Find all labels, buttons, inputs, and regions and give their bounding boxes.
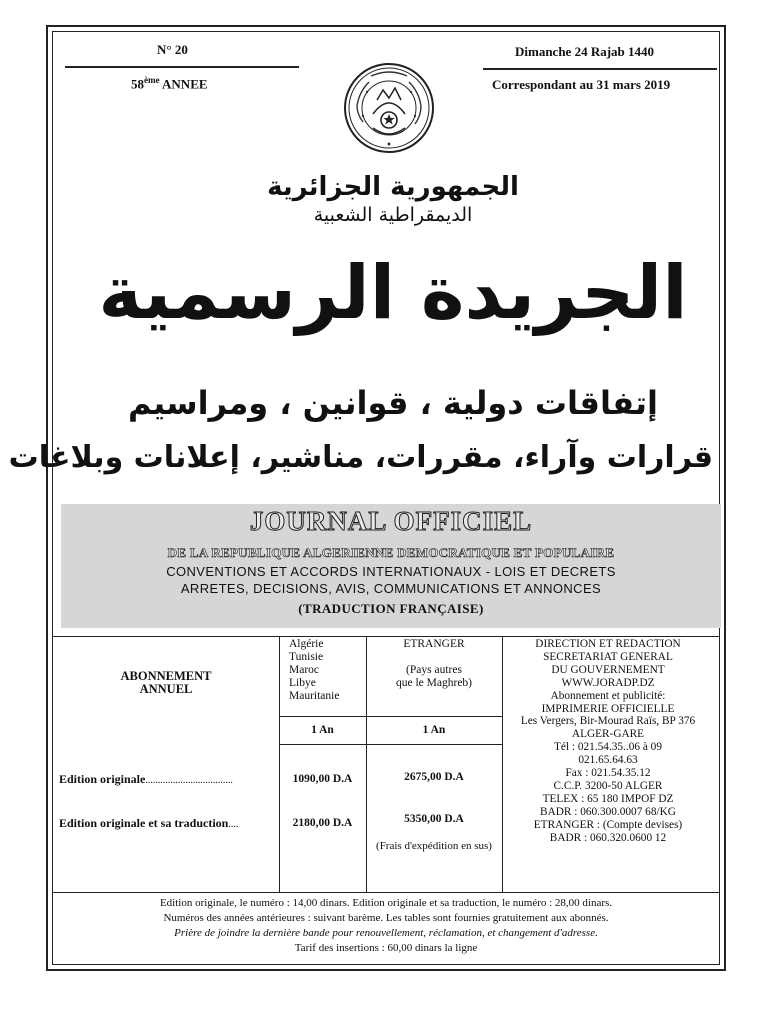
row1-dots: ................................... [145, 775, 233, 786]
etranger-title: ETRANGER [403, 638, 465, 650]
date-hijri: Dimanche 24 Rajab 1440 [515, 44, 655, 59]
journal-line2: ARRETES, DECISIONS, AVIS, COMMUNICATIONS ET ANNONCES [180, 581, 602, 596]
issue-number: N° 20 [157, 42, 188, 57]
contact-line: DU GOUVERNEMENT [551, 663, 665, 676]
contact-line: C.C.P. 3200-50 ALGER [553, 779, 663, 792]
contact-line: DIRECTION ET REDACTION [535, 638, 681, 650]
row2-etranger-price: 5350,00 D.A [404, 813, 464, 825]
journal-title: JOURNAL OFFICIEL [249, 506, 533, 536]
contact-line: BADR : 060.300.0007 68/KG [540, 805, 676, 818]
contact-block [504, 638, 712, 845]
footer-line3: Prière de joindre la dernière bande pour renouvellement, réclamation, et changement d'adresse. [174, 927, 598, 939]
footer-line4: Tarif des insertions : 60,00 dinars la ligne [294, 942, 478, 954]
year-suffix: ème [144, 75, 160, 85]
contact-line: Les Vergers, Bir-Mourad Raïs, BP 376 [520, 715, 696, 728]
journal-subtitle: DE LA REPUBLIQUE ALGERIENNE DEMOCRATIQUE ET POPULAIRE [167, 545, 615, 560]
etranger-sub1: (Pays autres [406, 664, 462, 676]
footer-notes [53, 896, 719, 956]
maghreb-countries [289, 638, 365, 703]
contact-line: TELEX : 65 180 IMPOF DZ [542, 792, 674, 805]
footer-line1: Edition originale, le numéro : 14,00 dinars. Edition originale et sa traduction, le numéro : 28,00 dinars. [159, 897, 613, 909]
abonnement-line1: ABONNEMENT [120, 669, 212, 683]
header-rule-left [65, 66, 299, 68]
contact-line: Tél : 021.54.35..06 à 09 [554, 741, 662, 754]
table-top-rule [53, 636, 719, 637]
year-number: 58 [131, 76, 144, 92]
contact-line: IMPRIMERIE OFFICIELLE [541, 702, 675, 715]
abonnement-line2: ANNUEL [139, 682, 193, 696]
period-etranger: 1 An [422, 724, 446, 736]
row2-maghreb-price: 2180,00 D.A [292, 817, 353, 829]
arabic-title: الجريدة الرسمية [98, 250, 688, 336]
period-maghreb: 1 An [311, 724, 334, 736]
country-item: Libye [289, 677, 316, 689]
period-rule-top [279, 716, 502, 717]
state-emblem-icon [343, 62, 435, 154]
journal-line3: (TRADUCTION FRANÇAISE) [298, 601, 484, 616]
row1-etranger-price: 2675,00 D.A [404, 771, 464, 783]
row1-text: Edition originale [59, 772, 146, 786]
arabic-republic: الجمهورية الجزائرية [267, 172, 519, 202]
arabic-democratic: الديمقراطية الشعبية [313, 204, 473, 226]
etranger-header [366, 638, 502, 690]
year-word: ANNEE [159, 76, 208, 92]
footer-line2: Numéros des années antérieures : suivant barème. Les tables sont fournies gratuitement aux abonnés. [163, 912, 609, 924]
country-item: Maroc [289, 664, 320, 676]
etranger-sub2: que le Maghreb) [396, 677, 472, 689]
row2-text: Edition originale et sa traduction [59, 816, 229, 830]
date-gregorian: Correspondant au 31 mars 2019 [492, 77, 671, 92]
contact-line: Abonnement et publicité: [550, 689, 666, 702]
contact-line: ETRANGER : (Compte devises) [533, 818, 683, 831]
contact-line: BADR : 060.320.0600 12 [549, 831, 667, 844]
shipping-note: (Frais d'expédition en sus) [376, 840, 492, 852]
col-divider-1 [279, 636, 280, 892]
contact-line: SECRETARIAT GENERAL [543, 650, 673, 663]
issue-year [131, 75, 208, 92]
french-title-band [61, 504, 721, 628]
period-rule-bottom [279, 744, 502, 745]
row2-label [59, 817, 281, 831]
country-item: Algérie [289, 638, 324, 650]
contact-line: 021.65.64.63 [578, 754, 638, 767]
contact-line: Fax : 021.54.35.12 [565, 767, 651, 780]
row1-maghreb-price: 1090,00 D.A [292, 773, 353, 785]
contact-line: WWW.JORADP.DZ [561, 676, 655, 689]
abonnement-label [91, 670, 241, 696]
col-divider-3 [502, 636, 503, 892]
table-bottom-rule [53, 892, 719, 893]
arabic-line2: قرارات وآراء، مقررات، مناشير، إعلانات وبلاغات [8, 440, 713, 475]
contact-line: ALGER-GARE [571, 728, 645, 741]
row2-dots: .... [228, 819, 239, 830]
journal-line1: CONVENTIONS ET ACCORDS INTERNATIONAUX - LOIS ET DECRETS [166, 564, 616, 579]
country-item: Mauritanie [289, 690, 340, 702]
header-rule-right [483, 68, 717, 70]
inner-frame [8, 31, 720, 965]
arabic-line1: إتفاقات دولية ، قوانين ، ومراسيم [127, 384, 659, 422]
country-item: Tunisie [289, 651, 324, 663]
row1-label [59, 773, 277, 787]
page-border [8, 25, 726, 971]
